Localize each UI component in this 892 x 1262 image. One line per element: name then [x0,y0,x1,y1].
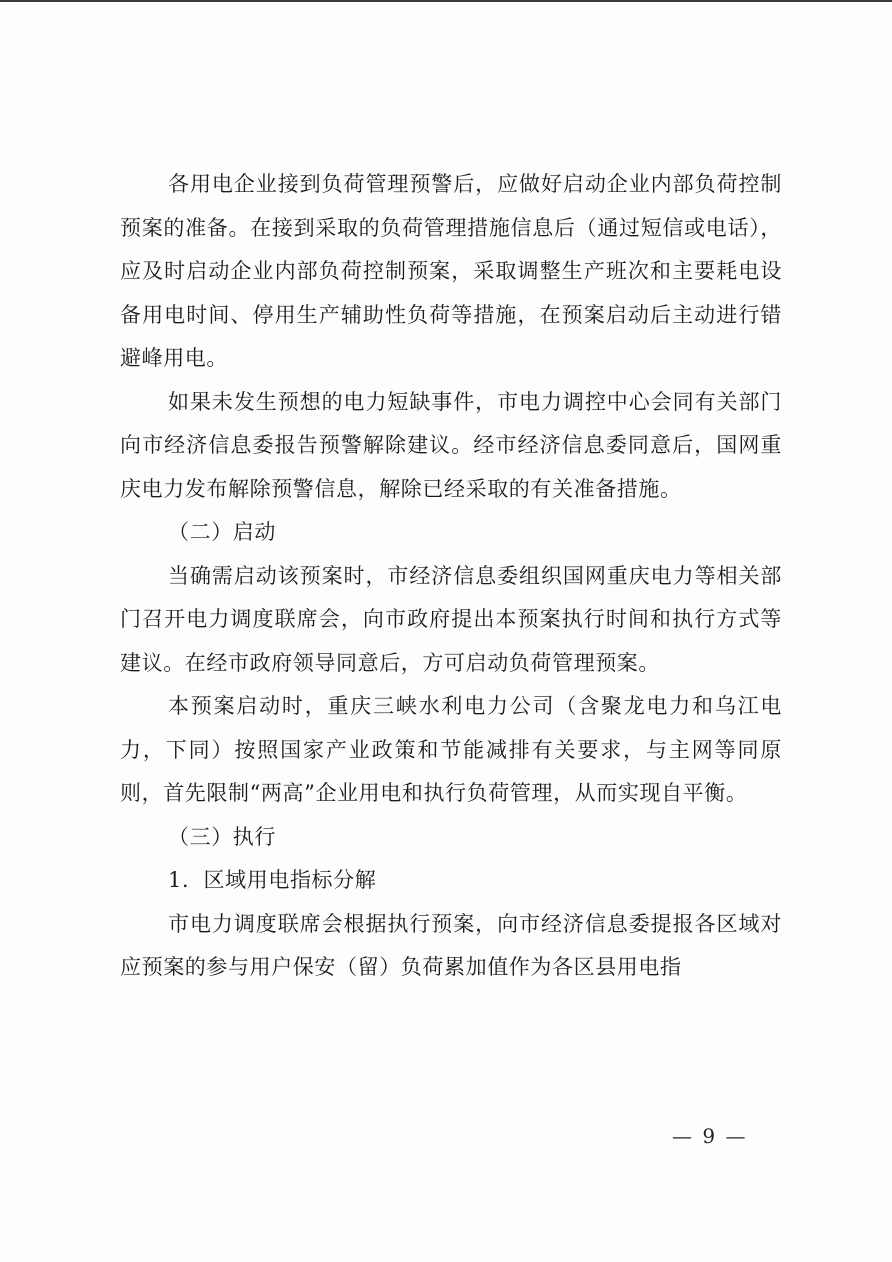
paragraph-regional-quota-allocation: 市电力调度联席会根据执行预案，向市经济信息委提报各区域对应预案的参与用户保安（留）负荷累加值作为各区县用电指 [120,911,782,979]
paragraph-load-warning-preparation: 各用电企业接到负荷管理预警后，应做好启动企业内部负荷控制预案的准备。在接到采取的负荷管理措施信息后（通过短信或电话），应及时启动企业内部负荷控制预案，采取调整生产班次和主要耗电设备用电时间、停用生产辅助性负荷等措施，在预案启动后主动进行错避峰用电。 [120,172,782,370]
page-number: — 9 — [672,1124,748,1148]
paragraph-activation-procedure: 当确需启动该预案时，市经济信息委组织国网重庆电力等相关部门召开电力调度联席会，向市政府提出本预案执行时间和执行方式等建议。在经市政府领导同意后，方可启动负荷管理预案。 [120,563,782,675]
section-heading-execution: （三）执行 [168,824,276,849]
page-top-border [0,0,892,2]
document-body [120,163,782,990]
paragraph-warning-cancellation: 如果未发生预想的电力短缺事件，市电力调控中心会同有关部门向市经济信息委报告预警解除建议。经市经济信息委同意后，国网重庆电力发布解除预警信息，解除已经采取的有关准备措施。 [120,389,782,501]
paragraph-three-gorges-balance: 本预案启动时，重庆三峡水利电力公司（含聚龙电力和乌江电力，下同）按照国家产业政策和节能减排有关要求，与主网等同原则，首先限制“两高”企业用电和执行负荷管理，从而实现自平衡。 [120,694,782,805]
section-heading-activation: （二）启动 [168,520,276,544]
subsection-heading-regional-quota: 1．区域用电指标分解 [168,868,377,892]
